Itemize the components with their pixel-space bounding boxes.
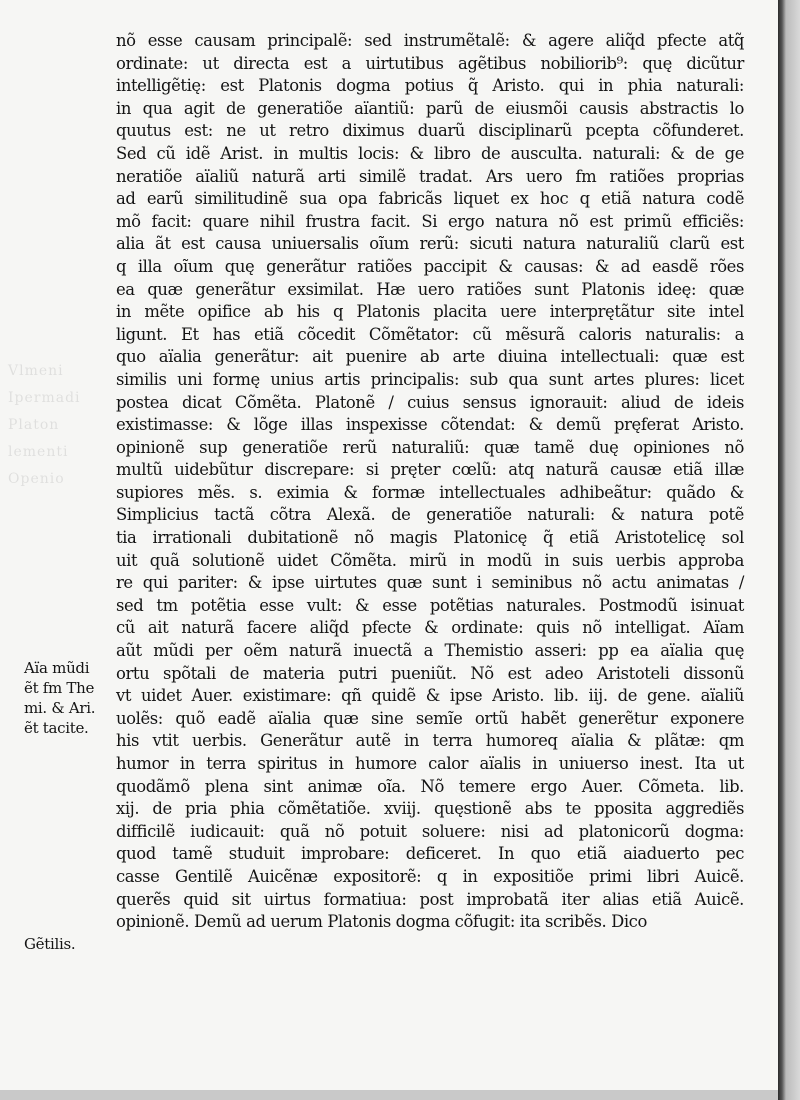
margin-note-line: Aïa mũdi [24,659,90,677]
text-line: supiores mẽs. s. eximia & formæ intellectuales adhibeãtur: quãdo & [116,482,744,502]
text-line: opinionẽ sup generatiõe rerũ naturaliũ: quæ tamẽ duę opiniones nõ [116,437,744,457]
text-line: xij. de pria phia cõmẽtatiõe. xviij. quęstionẽ abs te pposita aggrediẽs [116,799,744,819]
text-line: re qui pariter: & ipse uirtutes quæ sunt i seminibus nõ actu animatas / [116,573,744,593]
text-line: q illa oĩum quę generãtur ratiões paccipit & causas: & ad easdẽ rões [116,256,744,276]
text-line: opinionẽ. Demũ ad uerum Platonis dogma cõfugit: ita scribẽs. Dico [116,912,647,932]
ghost-line: Platon [8,417,60,433]
body-text-block [116,30,744,934]
text-line: ligunt. Et has etiã cõcedit Cõmẽtator: cũ mẽsurã caloris naturalis: a [116,324,744,344]
text-line: neratiõe aïaliũ naturã arti similẽ tradat. Ars uero fm ratiões proprias [116,166,744,186]
text-line: quodãmõ plena sint animæ oĩa. Nõ temere ergo Auer. Cõmeta. lib. [116,776,744,796]
text-line: casse Gentilẽ Auicẽnæ expositorẽ: q in expositiõe primi libri Auicẽ. [116,866,744,886]
text-line: tia irrationali dubitationẽ nõ magis Platonicę q̃ etiã Aristotelicę sol [116,528,744,548]
ghost-line: Ipermadi [8,390,81,406]
text-line: in qua agit de generatiõe aïantiũ: parũ de eiusmõi causis abstractis lo [116,98,744,118]
text-line: difficilẽ iudicauit: quã nõ potuit soluere: nisi ad platonicorũ dogma: [116,821,744,841]
text-line: uit quã solutionẽ uidet Cõmẽta. mirũ in modũ in suis uerbis approba [116,550,744,570]
text-line: in mẽte opifice ab his q Platonis placita uere interprętãtur site intel [116,302,744,322]
text-line: aũt mũdi per oẽm naturã inuectã a Themistio asseri: pp ea aïalia quę [116,641,744,661]
text-line: querẽs quid sit uirtus formatiua: post improbatã iter alias etiã Auicẽ. [116,889,744,909]
text-line: humor in terra spiritus in humore calor aïalis in uniuerso inest. Ita ut [116,754,744,773]
text-line: vt uidet Auer. existimare: qñ quidẽ & ipse Aristo. lib. iij. de gene. aïaliũ [116,686,744,706]
ghost-line: Vlmeni [8,363,64,379]
bleed-through-text [8,358,118,493]
margin-note-line: ẽt fm The [24,679,95,697]
margin-note-line: ẽt tacite. [24,719,89,737]
text-line: intelligẽtię: est Platonis dogma potius q̃ Aristo. qui in phia naturali: [116,76,744,96]
margin-note-line: mi. & Ari. [24,699,96,717]
text-line: ortu spõtali de materia putri pueniũt. Nõ est adeo Aristoteli dissonũ [116,663,744,683]
margin-note-line: Gẽtilis. [24,935,76,953]
text-line: uolẽs: quõ eadẽ aïalia quæ sine semĩe ortũ habẽt generẽtur exponere [116,708,744,728]
text-line: cũ ait naturã facere aliq̃d pfecte & ordinate: quis nõ intelligat. Aïam [116,618,744,638]
text-line: sed tm potẽtia esse vult: & esse potẽtias naturales. Postmodũ isinuat [116,595,744,615]
book-spine-edge [778,0,800,1100]
ghost-line: lementi [8,444,69,460]
text-line: ea quæ generãtur exsimilat. Hæ uero ratiões sunt Platonis ideę: quæ [116,279,744,299]
text-line: postea dicat Cõmẽta. Platonẽ / cuius sensus ignorauit: aliud de ideis [116,392,744,412]
text-line: existimasse: & lõge illas inspexisse cõtendat: & demũ pręferat Aristo. [116,415,744,435]
text-line: his vtit uerbis. Generãtur autẽ in terra humoreq aïalia & plãtæ: qm [116,731,744,751]
text-line: ordinate: ut directa est a uirtutibus agẽtibus nobiliorib⁹: quę dicũtur [116,53,744,73]
text-line: similis uni formę unius artis principalis: sub qua sunt artes plures: licet [116,369,744,389]
text-line: Simplicius tactã cõtra Alexã. de generatiõe naturali: & natura potẽ [116,505,744,525]
text-line: mõ facit: quare nihil frustra facit. Si ergo natura nõ est primũ efficiẽs: [116,211,744,231]
text-line: nõ esse causam principalẽ: sed instrumẽtalẽ: & agere aliq̃d pfecte atq̃ [116,31,744,50]
ghost-line: Openio [8,471,65,487]
text-line: Sed cũ idẽ Arist. in multis locis: & libro de ausculta. naturali: & de ge [116,143,744,163]
text-line: multũ uidebũtur discrepare: si pręter cœlũ: atq naturã causæ etiã illæ [116,460,744,480]
text-line: quo aïalia generãtur: ait puenire ab arte diuina intellectuali: quæ est [116,347,744,367]
text-line: ad earũ similitudinẽ sua opa fabricãs liquet ex hoc q etiã natura codẽ [116,189,744,209]
margin-note-gentilis [24,934,120,954]
text-line: quutus est: ne ut retro diximus duarũ disciplinarũ pcepta cõfunderet. [116,121,744,141]
margin-note-anima-mundi [24,658,120,738]
text-line: quod tamẽ studuit improbare: deficeret. In quo etiã aiaduerto pec [116,844,744,864]
text-line: alia ãt est causa uniuersalis oĩum rerũ: sicuti natura naturaliũ clarũ est [116,234,744,254]
